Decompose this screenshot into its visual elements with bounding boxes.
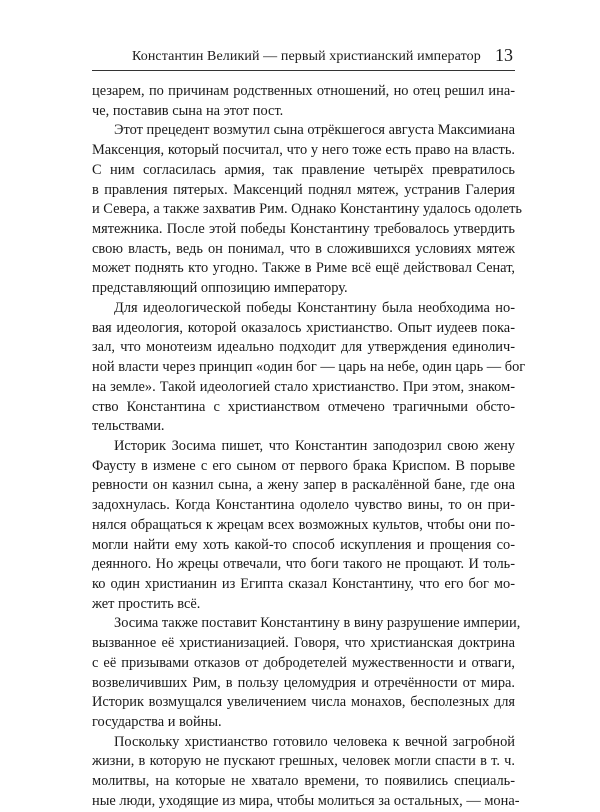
header-rule — [92, 70, 515, 71]
body-text — [92, 82, 526, 812]
running-header — [92, 40, 515, 70]
text-line: Зосима также поставит Константину в вину разрушение империи, — [114, 615, 521, 632]
text-line: мятежника. После этой победы Константину требовалось утвердить — [92, 221, 515, 238]
text-line: тельствами. — [92, 418, 165, 435]
text-line: вая идеология, которой оказалось христианство. Опыт иудеев пока- — [92, 319, 515, 336]
text-line: ные люди, уходящие из мира, чтобы молиться за остальных, — мона- — [92, 792, 520, 809]
text-line: в правления пятерых. Максенций поднял мятеж, устранив Галерия — [92, 181, 515, 198]
text-line: и Севера, а также захватив Рим. Однако Константину удалось одолеть — [92, 201, 522, 218]
text-line: вызванное её христианизацией. Говоря, что христианская доктрина — [92, 635, 515, 652]
text-line: Историк возмущался увеличением числа монахов, бесполезных для — [92, 694, 515, 711]
text-line: ревности он казнил сына, а жену запер в раскалённой бане, где она — [92, 477, 515, 494]
text-line: деянного. Но жрецы отвечали, что боги такого не прощают. И толь- — [92, 556, 515, 573]
text-line: может поднять кто угодно. Также в Риме всё ещё действовал Сенат, — [92, 260, 515, 277]
text-line: ной власти через принцип «один бог — царь на небе, один царь — бог — [92, 359, 526, 376]
text-line: могли найти ему хоть какой-то способ искупления и прощения со- — [92, 536, 515, 553]
text-line: государства и войны. — [92, 714, 222, 730]
text-line: нялся обращаться к жрецам всех возможных культов, чтобы они по- — [92, 516, 515, 533]
text-line: че, поставив сына на этот пост. — [92, 102, 284, 119]
text-line: жет простить всё. — [92, 595, 201, 612]
running-title: Константин Великий — первый христианский император — [132, 49, 481, 64]
text-line: ко один христианин из Египта сказал Константину, что его бог мо- — [92, 575, 515, 592]
text-line: Для идеологической победы Константину была необходима но- — [114, 299, 515, 316]
text-line: Максенция, который посчитал, что у него тоже есть право на власть. — [92, 142, 515, 159]
text-line: Фаусту в измене с его сыном от первого брака Криспом. В порыве — [92, 457, 515, 474]
text-line: С ним согласилась армия, так правление четырёх превратилось — [92, 161, 515, 178]
text-line: Этот прецедент возмутил сына отрёкшегося августа Максимиана — [114, 122, 515, 139]
text-line: свою власть, ведь он понимал, что в сложившихся условиях мятеж — [92, 240, 515, 257]
text-line: молитвы, на которые не хватало времени, то появились специаль- — [92, 773, 515, 790]
text-line: зал, что монотеизм идеально подходит для утверждения единолич- — [92, 339, 515, 356]
page-number: 13 — [495, 45, 513, 65]
text-line: возвеличивших Рим, в пользу целомудрия и отречённости от мира. — [92, 674, 515, 691]
text-line: ство Константина с христианством отмечено трагичными обсто- — [92, 398, 515, 415]
text-line: с её призывами отказов от добродетелей мужественности и отваги, — [92, 654, 515, 671]
text-line: Поскольку христианство готовило человека к вечной загробной — [114, 733, 515, 750]
text-line: Историк Зосима пишет, что Константин заподозрил свою жену — [114, 437, 515, 454]
text-line: цезарем, по причинам родственных отношений, но отец решил ина- — [92, 83, 515, 99]
text-line: представляющий оппозицию императору. — [92, 280, 348, 297]
text-line: на земле». Такой идеологией стало христианство. При этом, знаком- — [92, 378, 515, 395]
text-line: жизни, в которую не пускают грешных, человек могли спасти в т. ч. — [92, 753, 515, 770]
text-line: задохнулась. Когда Константина одолело чувство вины, то он при- — [92, 497, 515, 514]
